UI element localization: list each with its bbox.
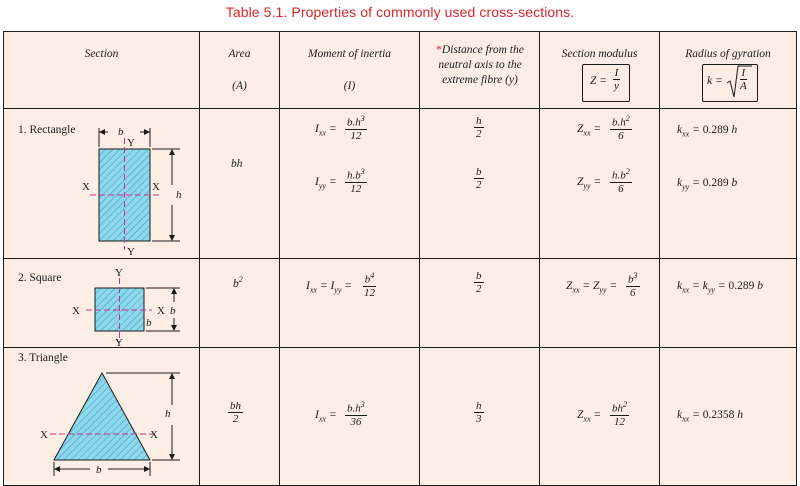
footnote-star: *	[436, 44, 442, 56]
header-radius-of-gyration: Radius of gyration	[685, 48, 771, 60]
sq-y-bottom: Y	[115, 337, 123, 349]
modulus-formula-fraction: I y	[614, 67, 619, 92]
square-diagram	[72, 267, 180, 349]
sq-x-right: X	[157, 305, 165, 317]
rect-x-right: X	[152, 181, 160, 193]
modulus-formula-z: Z =	[590, 75, 608, 87]
rect-ixx-fraction: $b.h^3$ 12	[347, 114, 365, 142]
rect-y-bottom: Y	[127, 246, 135, 258]
square-z-fraction: $b^3$ 6	[628, 271, 638, 299]
rectangle-diagram	[82, 126, 182, 258]
rect-x-left: X	[82, 181, 90, 193]
sq-y-top: Y	[115, 267, 123, 279]
rect-y-top: Y	[127, 137, 135, 149]
header-moment-of-inertia: Moment of inertia	[307, 48, 392, 60]
square-i: $I_{xx} = I_{yy}$ =	[306, 280, 353, 295]
row-label-square: 2. Square	[18, 272, 62, 284]
rect-dist-h: h 2	[476, 115, 482, 140]
triangle-dist: h 3	[476, 400, 482, 425]
triangle-ixx: $I_{xx}$ =	[315, 409, 337, 424]
gyration-formula-fraction: I A	[740, 67, 747, 92]
sq-b-right: b	[170, 305, 176, 317]
triangle-kxx: $k_{xx} = 0.2358$ h	[677, 409, 743, 424]
rect-b-label: b	[118, 126, 124, 138]
rect-zxx-fraction: $b.h^2$ 6	[612, 114, 630, 142]
row-label-triangle: 3. Triangle	[18, 352, 68, 364]
rect-h-label: h	[176, 189, 182, 201]
gyration-formula-k: k =	[707, 75, 723, 87]
tri-h-label: h	[165, 408, 171, 420]
row-label-rectangle: 1. Rectangle	[18, 124, 76, 136]
triangle-area: bh 2	[230, 400, 241, 425]
rect-kxx: $k_{xx} = 0.289$ h	[677, 124, 738, 139]
rect-dist-b: b 2	[476, 166, 482, 191]
triangle-ixx-fraction: $b.h^3$ 36	[347, 400, 365, 428]
triangle-zxx: $Z_{xx}$ =	[577, 409, 602, 424]
rect-iyy-fraction: $h.b^3$ 12	[347, 167, 365, 195]
header-moi-symbol: (I)	[343, 80, 356, 92]
tri-x-right: X	[150, 429, 158, 441]
rect-ixx: $I_{xx}$ =	[315, 123, 337, 138]
header-distance-text: Distance from the neutral axis to the extreme fibre (y)	[438, 44, 524, 86]
header-area: Area	[228, 48, 251, 60]
rect-kyy: $k_{yy} = 0.289$ b	[677, 177, 738, 192]
header-section-modulus: Section modulus	[561, 48, 638, 60]
sq-b-inner: b	[146, 317, 152, 329]
rect-zxx: $Z_{xx}$ =	[577, 123, 602, 138]
header-area-symbol: (A)	[232, 80, 247, 92]
tri-x-left: X	[40, 429, 48, 441]
square-i-fraction: $b^4$ 12	[364, 271, 375, 299]
header-section: Section	[84, 48, 119, 60]
rect-zyy-fraction: $h.b^2$ 6	[612, 167, 630, 195]
table-title: Table 5.1. Properties of commonly used cross-sections.	[225, 4, 575, 20]
triangle-zxx-fraction: $bh^2$ 12	[612, 400, 627, 428]
square-k: $k_{xx} = k_{yy} = 0.289$ b	[677, 280, 763, 295]
square-dist: b 2	[476, 270, 482, 295]
square-z: $Z_{xx} = Z_{yy}$ =	[566, 280, 618, 295]
tri-b-label: b	[96, 464, 102, 476]
sq-x-left: X	[72, 305, 80, 317]
rect-zyy: $Z_{yy}$ =	[577, 176, 602, 191]
triangle-diagram	[40, 373, 180, 476]
rect-iyy: $I_{yy}$ =	[315, 176, 337, 191]
rect-area: bh	[231, 158, 243, 170]
square-area: $b^2$	[233, 275, 243, 290]
